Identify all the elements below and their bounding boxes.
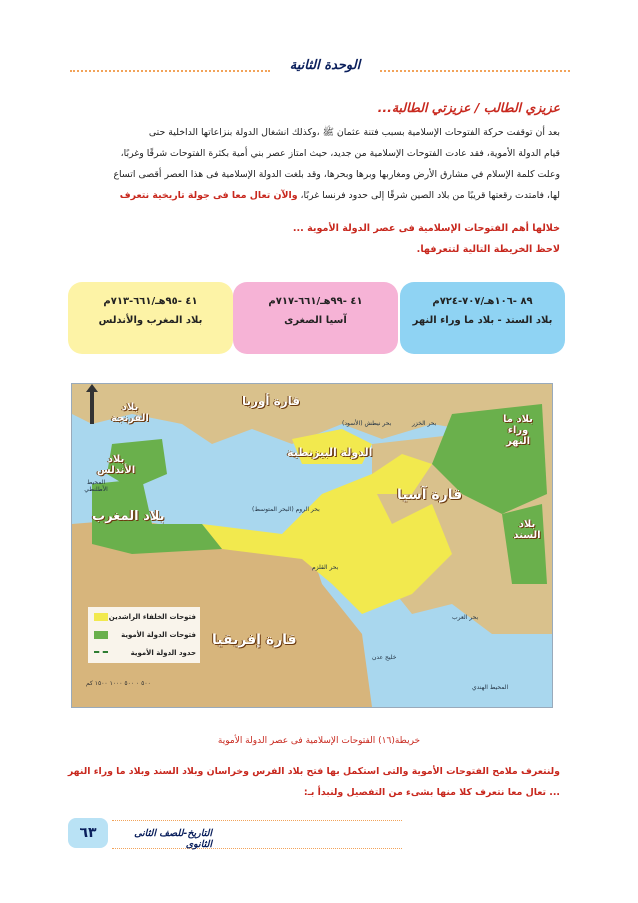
card-sind-transoxiana [400,282,565,354]
label-med-sea: بحر الروم (البحر المتوسط) [252,506,320,513]
paragraph-line-4-text: لها، فامتدت رقعتها قريبًا من بلاد الصين شرقًا إلى حدود فرنسا غربًا، [300,190,560,201]
card-region: بلاد المغرب والأندلس [98,315,203,326]
legend-label: فتوحات الخلفاء الراشدين [108,613,196,621]
legend-swatch-rashidun [94,613,108,621]
conclusion-line-2: ... تعال معا نتعرف كلا منها بشىء من التفصيل ولنبدأ بـ: [303,787,560,798]
card-region: آسيا الصغرى [284,315,347,326]
intro-line: خلالها أهم الفتوحات الإسلامية فى عصر الدولة الأموية ... [292,223,560,234]
page-number: ٦٣ [68,818,108,848]
card-dates: ٤١ -٩٥هـ/٦٦١-٧١٣م [103,296,198,307]
label-red-sea: بحر القلزم [312,564,339,571]
paragraph-line-4 [70,185,560,206]
legend-item [109,611,196,623]
paragraph-line-2: قيام الدولة الأموية، فقد عادت الفتوحات الإسلامية من جديد، حيث امتاز عصر بني أمية بكثرة الفتوحات شرقًا وغربًا، [120,148,560,159]
label-franks: بلاد الفرنجة [111,402,149,424]
conclusion-line-1: ولنتعرف ملامح الفتوحات الأموية والتى استكمل بها فتح بلاد الفرس وخراسان وبلاد السند وبلاد ما وراء النهر [67,766,560,777]
label-gulf-aden: خليج عدن [372,654,397,661]
card-dates: ٤١ -٩٩هـ/٦٦١-٧١٧م [268,296,363,307]
legend-item [121,629,196,641]
label-africa: قارة إفريقيا [212,632,297,648]
paragraph-line-4-highlight: والآن تعال معا فى جولة تاريخية نتعرف [119,190,298,201]
label-arab-sea: بحر العرب [452,614,479,621]
label-sind: بلاد السند [513,519,541,541]
intro-paragraph [70,122,560,206]
paragraph-line-3: وعلت كلمة الإسلام في مشارق الأرض ومغاربها وبرها وبحرها، وقد بلغت الدولة الإسلامية فى هذا العصر أقصى اتساع [113,169,560,180]
label-byzantine: الدولة البيزنطية [287,446,373,459]
label-maghreb: بلاد المغرب [92,509,165,524]
label-caspian: بحر الخزر [412,420,437,427]
unit-title: الوحدة الثانية [289,58,361,73]
footer-book-title: التاريخ-للصف الثانى الثانوى [134,828,212,850]
map-note: لاحظ الخريطة التالية لتتعرفها. [416,244,560,255]
paragraph-line-1: بعد أن توقفت حركة الفتوحات الإسلامية بسبب فتنة عثمان ﷺ ،وكذلك انشغال الدولة بنزاعاتها الداخلية حتى [148,127,560,138]
map-legend [88,607,200,663]
legend-swatch-border [94,651,108,653]
card-asia-minor [233,282,398,354]
label-atlantic: المحيط الأطلنطي [84,479,108,493]
header-rule-left [70,70,270,72]
card-region: بلاد السند - بلاد ما وراء النهر [412,315,553,326]
card-maghreb-andalus [68,282,233,354]
salutation: عزيزي الطالب / عزيزتي الطالبة... [377,100,560,115]
legend-swatch-umayyad [94,631,108,639]
label-indian-ocean: المحيط الهندي [472,684,509,691]
footer-rule-top [112,820,402,821]
legend-label: فتوحات الدولة الأموية [121,631,196,639]
card-dates: ٨٩ -١٠٦هـ/٧٠٧-٧٢٤م [432,296,533,307]
map-scale: ٥٠٠ ٠ ٥٠٠ ١٠٠٠ ١٥٠٠ كم [86,680,151,687]
legend-label: حدود الدولة الأموية [130,649,196,657]
legend-item [131,647,196,659]
label-europe: قارة أوربا [242,394,301,408]
header-rule-right [380,70,570,72]
label-black-sea: بحر نيطش (الأسود) [342,420,392,427]
label-andalus: بلاد الأندلس [96,454,136,476]
map-caption: خريطة(١٦) الفتوحات الإسلامية فى عصر الدولة الأموية [217,736,421,746]
label-transoxiana: بلاد ما وراء النهر [503,414,533,447]
label-asia: قارة آسيا [397,487,463,503]
